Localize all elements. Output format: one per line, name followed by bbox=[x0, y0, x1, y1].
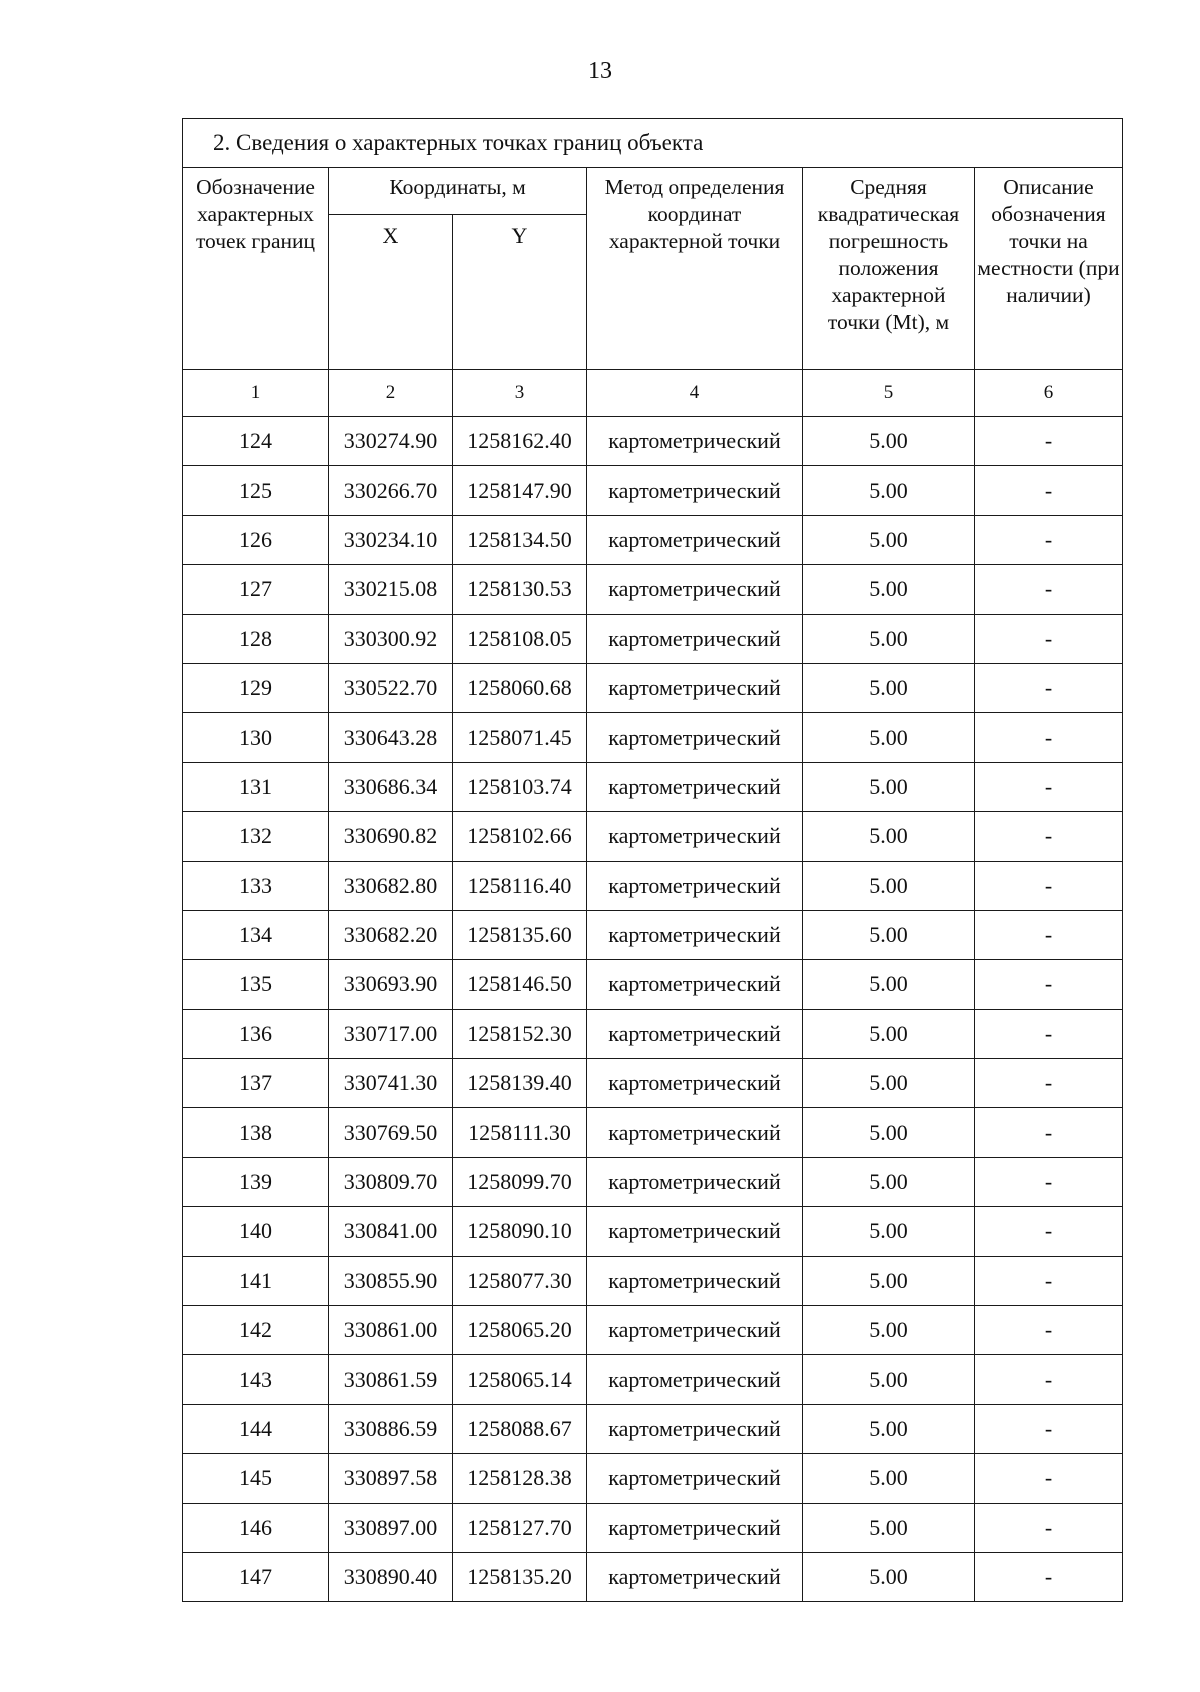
x-coordinate-cell: 330890.40 bbox=[329, 1552, 453, 1601]
description-cell: - bbox=[975, 1552, 1123, 1601]
table-row bbox=[183, 861, 1123, 910]
column-number: 6 bbox=[975, 370, 1123, 417]
header-y: Y bbox=[453, 215, 587, 370]
error-cell: 5.00 bbox=[803, 713, 975, 762]
description-cell: - bbox=[975, 417, 1123, 466]
y-coordinate-cell: 1258147.90 bbox=[453, 466, 587, 515]
method-cell: картометрический bbox=[587, 1503, 803, 1552]
point-number-cell: 144 bbox=[183, 1404, 329, 1453]
description-cell: - bbox=[975, 1207, 1123, 1256]
header-designation: Обозначение характерных точек границ bbox=[183, 168, 329, 370]
column-number: 2 bbox=[329, 370, 453, 417]
point-number-cell: 128 bbox=[183, 614, 329, 663]
x-coordinate-cell: 330300.92 bbox=[329, 614, 453, 663]
x-coordinate-cell: 330215.08 bbox=[329, 565, 453, 614]
y-coordinate-cell: 1258135.20 bbox=[453, 1552, 587, 1601]
description-cell: - bbox=[975, 762, 1123, 811]
table-row bbox=[183, 1404, 1123, 1453]
error-cell: 5.00 bbox=[803, 515, 975, 564]
x-coordinate-cell: 330809.70 bbox=[329, 1157, 453, 1206]
x-coordinate-cell: 330274.90 bbox=[329, 417, 453, 466]
table-row bbox=[183, 960, 1123, 1009]
x-coordinate-cell: 330682.20 bbox=[329, 910, 453, 959]
error-cell: 5.00 bbox=[803, 910, 975, 959]
y-coordinate-cell: 1258088.67 bbox=[453, 1404, 587, 1453]
point-number-cell: 141 bbox=[183, 1256, 329, 1305]
y-coordinate-cell: 1258065.20 bbox=[453, 1306, 587, 1355]
method-cell: картометрический bbox=[587, 466, 803, 515]
description-cell: - bbox=[975, 713, 1123, 762]
method-cell: картометрический bbox=[587, 565, 803, 614]
method-cell: картометрический bbox=[587, 910, 803, 959]
method-cell: картометрический bbox=[587, 417, 803, 466]
method-cell: картометрический bbox=[587, 515, 803, 564]
section-title: 2. Сведения о характерных точках границ объекта bbox=[183, 119, 1123, 168]
table-row bbox=[183, 1157, 1123, 1206]
point-number-cell: 125 bbox=[183, 466, 329, 515]
error-cell: 5.00 bbox=[803, 960, 975, 1009]
x-coordinate-cell: 330897.00 bbox=[329, 1503, 453, 1552]
table-row bbox=[183, 1108, 1123, 1157]
y-coordinate-cell: 1258065.14 bbox=[453, 1355, 587, 1404]
point-number-cell: 124 bbox=[183, 417, 329, 466]
x-coordinate-cell: 330643.28 bbox=[329, 713, 453, 762]
error-cell: 5.00 bbox=[803, 1503, 975, 1552]
description-cell: - bbox=[975, 1009, 1123, 1058]
x-coordinate-cell: 330861.00 bbox=[329, 1306, 453, 1355]
x-coordinate-cell: 330693.90 bbox=[329, 960, 453, 1009]
point-number-cell: 136 bbox=[183, 1009, 329, 1058]
description-cell: - bbox=[975, 1256, 1123, 1305]
table-row bbox=[183, 762, 1123, 811]
description-cell: - bbox=[975, 1454, 1123, 1503]
x-coordinate-cell: 330861.59 bbox=[329, 1355, 453, 1404]
table-row bbox=[183, 663, 1123, 712]
method-cell: картометрический bbox=[587, 663, 803, 712]
error-cell: 5.00 bbox=[803, 812, 975, 861]
y-coordinate-cell: 1258108.05 bbox=[453, 614, 587, 663]
point-number-cell: 145 bbox=[183, 1454, 329, 1503]
x-coordinate-cell: 330234.10 bbox=[329, 515, 453, 564]
y-coordinate-cell: 1258116.40 bbox=[453, 861, 587, 910]
column-number-row bbox=[183, 370, 1123, 417]
error-cell: 5.00 bbox=[803, 1552, 975, 1601]
error-cell: 5.00 bbox=[803, 565, 975, 614]
x-coordinate-cell: 330522.70 bbox=[329, 663, 453, 712]
point-number-cell: 133 bbox=[183, 861, 329, 910]
y-coordinate-cell: 1258099.70 bbox=[453, 1157, 587, 1206]
x-coordinate-cell: 330897.58 bbox=[329, 1454, 453, 1503]
method-cell: картометрический bbox=[587, 861, 803, 910]
point-number-cell: 139 bbox=[183, 1157, 329, 1206]
point-number-cell: 129 bbox=[183, 663, 329, 712]
method-cell: картометрический bbox=[587, 960, 803, 1009]
error-cell: 5.00 bbox=[803, 1256, 975, 1305]
point-number-cell: 130 bbox=[183, 713, 329, 762]
point-number-cell: 132 bbox=[183, 812, 329, 861]
table-row bbox=[183, 466, 1123, 515]
method-cell: картометрический bbox=[587, 812, 803, 861]
error-cell: 5.00 bbox=[803, 1454, 975, 1503]
error-cell: 5.00 bbox=[803, 417, 975, 466]
method-cell: картометрический bbox=[587, 1355, 803, 1404]
description-cell: - bbox=[975, 910, 1123, 959]
error-cell: 5.00 bbox=[803, 1404, 975, 1453]
table-row bbox=[183, 515, 1123, 564]
page-number: 13 bbox=[588, 58, 612, 84]
y-coordinate-cell: 1258102.66 bbox=[453, 812, 587, 861]
table-body bbox=[183, 417, 1123, 1602]
y-coordinate-cell: 1258060.68 bbox=[453, 663, 587, 712]
error-cell: 5.00 bbox=[803, 1306, 975, 1355]
header-description: Описание обозначения точки на местности (при наличии) bbox=[975, 168, 1123, 370]
y-coordinate-cell: 1258127.70 bbox=[453, 1503, 587, 1552]
x-coordinate-cell: 330717.00 bbox=[329, 1009, 453, 1058]
table-row bbox=[183, 1306, 1123, 1355]
x-coordinate-cell: 330855.90 bbox=[329, 1256, 453, 1305]
column-number: 4 bbox=[587, 370, 803, 417]
error-cell: 5.00 bbox=[803, 1157, 975, 1206]
table-row bbox=[183, 614, 1123, 663]
point-number-cell: 138 bbox=[183, 1108, 329, 1157]
description-cell: - bbox=[975, 1355, 1123, 1404]
description-cell: - bbox=[975, 614, 1123, 663]
x-coordinate-cell: 330741.30 bbox=[329, 1059, 453, 1108]
point-number-cell: 134 bbox=[183, 910, 329, 959]
y-coordinate-cell: 1258162.40 bbox=[453, 417, 587, 466]
point-number-cell: 143 bbox=[183, 1355, 329, 1404]
error-cell: 5.00 bbox=[803, 1108, 975, 1157]
description-cell: - bbox=[975, 515, 1123, 564]
x-coordinate-cell: 330266.70 bbox=[329, 466, 453, 515]
x-coordinate-cell: 330769.50 bbox=[329, 1108, 453, 1157]
description-cell: - bbox=[975, 1306, 1123, 1355]
description-cell: - bbox=[975, 1157, 1123, 1206]
description-cell: - bbox=[975, 565, 1123, 614]
y-coordinate-cell: 1258134.50 bbox=[453, 515, 587, 564]
x-coordinate-cell: 330841.00 bbox=[329, 1207, 453, 1256]
y-coordinate-cell: 1258103.74 bbox=[453, 762, 587, 811]
description-cell: - bbox=[975, 1404, 1123, 1453]
y-coordinate-cell: 1258128.38 bbox=[453, 1454, 587, 1503]
header-method: Метод определения координат характерной точки bbox=[587, 168, 803, 370]
point-number-cell: 147 bbox=[183, 1552, 329, 1601]
y-coordinate-cell: 1258090.10 bbox=[453, 1207, 587, 1256]
error-cell: 5.00 bbox=[803, 762, 975, 811]
method-cell: картометрический bbox=[587, 1207, 803, 1256]
table-row bbox=[183, 1355, 1123, 1404]
method-cell: картометрический bbox=[587, 762, 803, 811]
table-row bbox=[183, 1009, 1123, 1058]
point-number-cell: 131 bbox=[183, 762, 329, 811]
description-cell: - bbox=[975, 466, 1123, 515]
boundary-points-table bbox=[182, 118, 1123, 1602]
table-row bbox=[183, 1207, 1123, 1256]
y-coordinate-cell: 1258139.40 bbox=[453, 1059, 587, 1108]
description-cell: - bbox=[975, 1108, 1123, 1157]
header-error: Средняя квадратическая погрешность положения характерной точки (Mt), м bbox=[803, 168, 975, 370]
point-number-cell: 126 bbox=[183, 515, 329, 564]
table-row bbox=[183, 1552, 1123, 1601]
table-row bbox=[183, 565, 1123, 614]
table-row bbox=[183, 1503, 1123, 1552]
error-cell: 5.00 bbox=[803, 1207, 975, 1256]
table-row bbox=[183, 713, 1123, 762]
method-cell: картометрический bbox=[587, 614, 803, 663]
table-row bbox=[183, 1454, 1123, 1503]
point-number-cell: 135 bbox=[183, 960, 329, 1009]
method-cell: картометрический bbox=[587, 1454, 803, 1503]
description-cell: - bbox=[975, 861, 1123, 910]
method-cell: картометрический bbox=[587, 1108, 803, 1157]
table-row bbox=[183, 1256, 1123, 1305]
table-row bbox=[183, 417, 1123, 466]
method-cell: картометрический bbox=[587, 713, 803, 762]
error-cell: 5.00 bbox=[803, 1355, 975, 1404]
method-cell: картометрический bbox=[587, 1059, 803, 1108]
error-cell: 5.00 bbox=[803, 1059, 975, 1108]
error-cell: 5.00 bbox=[803, 663, 975, 712]
column-number: 3 bbox=[453, 370, 587, 417]
y-coordinate-cell: 1258111.30 bbox=[453, 1108, 587, 1157]
error-cell: 5.00 bbox=[803, 861, 975, 910]
x-coordinate-cell: 330682.80 bbox=[329, 861, 453, 910]
y-coordinate-cell: 1258152.30 bbox=[453, 1009, 587, 1058]
error-cell: 5.00 bbox=[803, 466, 975, 515]
method-cell: картометрический bbox=[587, 1306, 803, 1355]
point-number-cell: 137 bbox=[183, 1059, 329, 1108]
method-cell: картометрический bbox=[587, 1552, 803, 1601]
error-cell: 5.00 bbox=[803, 1009, 975, 1058]
y-coordinate-cell: 1258135.60 bbox=[453, 910, 587, 959]
y-coordinate-cell: 1258130.53 bbox=[453, 565, 587, 614]
method-cell: картометрический bbox=[587, 1157, 803, 1206]
point-number-cell: 127 bbox=[183, 565, 329, 614]
point-number-cell: 140 bbox=[183, 1207, 329, 1256]
description-cell: - bbox=[975, 1059, 1123, 1108]
description-cell: - bbox=[975, 663, 1123, 712]
y-coordinate-cell: 1258071.45 bbox=[453, 713, 587, 762]
description-cell: - bbox=[975, 812, 1123, 861]
method-cell: картометрический bbox=[587, 1256, 803, 1305]
table-row bbox=[183, 812, 1123, 861]
x-coordinate-cell: 330686.34 bbox=[329, 762, 453, 811]
error-cell: 5.00 bbox=[803, 614, 975, 663]
y-coordinate-cell: 1258146.50 bbox=[453, 960, 587, 1009]
x-coordinate-cell: 330886.59 bbox=[329, 1404, 453, 1453]
point-number-cell: 146 bbox=[183, 1503, 329, 1552]
header-x: X bbox=[329, 215, 453, 370]
table-row bbox=[183, 1059, 1123, 1108]
description-cell: - bbox=[975, 960, 1123, 1009]
x-coordinate-cell: 330690.82 bbox=[329, 812, 453, 861]
column-number: 1 bbox=[183, 370, 329, 417]
y-coordinate-cell: 1258077.30 bbox=[453, 1256, 587, 1305]
method-cell: картометрический bbox=[587, 1009, 803, 1058]
column-number: 5 bbox=[803, 370, 975, 417]
method-cell: картометрический bbox=[587, 1404, 803, 1453]
table-row bbox=[183, 910, 1123, 959]
description-cell: - bbox=[975, 1503, 1123, 1552]
point-number-cell: 142 bbox=[183, 1306, 329, 1355]
header-coordinates: Координаты, м bbox=[329, 168, 587, 215]
